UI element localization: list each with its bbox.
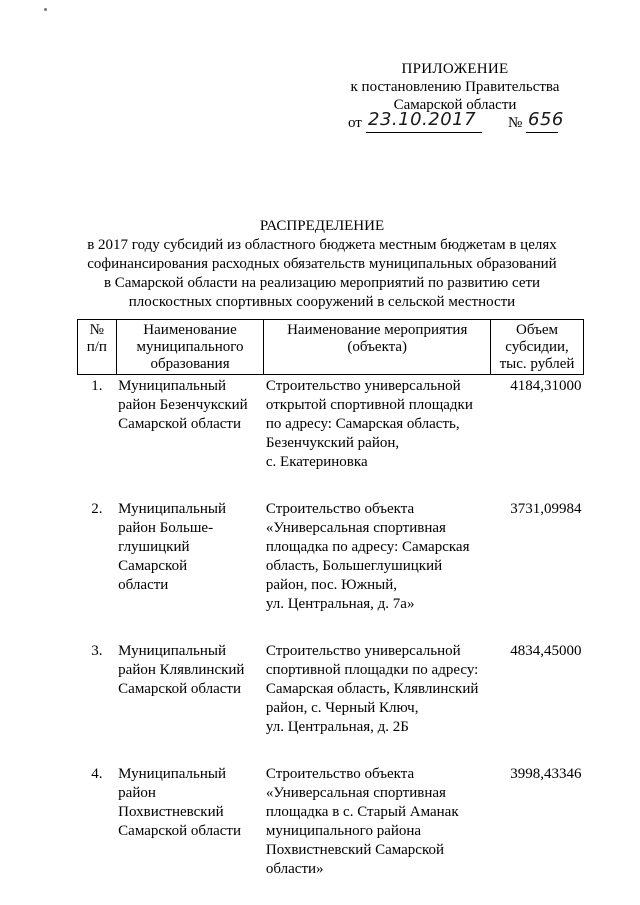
row-number: 4. [91,766,103,782]
municipality-cell: Муниципальный район Клявлинский Самарской области [118,643,245,697]
number-prefix: № [508,115,523,131]
heading-line-1: в 2017 году субсидий из областного бюджета местным бюджетам в целях [87,237,557,253]
date-prefix: от [348,115,362,131]
header-event: Наименование мероприятия (объекта) [264,320,491,375]
row-spacer [78,472,584,500]
header-number: № п/п [78,320,117,375]
resolution-date-number [348,109,578,135]
heading-line-2: софинансирования расходных обязательств муниципальных образований [87,256,557,272]
appendix-header [330,60,580,114]
municipality-cell: Муниципальный район Больше- глушицкий Самарской области [118,501,227,593]
event-cell: Строительство универсальной открытой спортивной площадки по адресу: Самарская область, Безенчукский район, с. Екатериновка [265,378,473,470]
appendix-line-1: к постановлению Правительства [350,79,560,95]
amount-cell: 3731,09984 [510,501,582,517]
heading-line-3: в Самарской области на реализацию мероприятий по развитию сети [103,275,541,291]
handwritten-date: 23.10.2017 [368,109,477,130]
municipality-cell: Муниципальный район Безенчукский Самарской области [118,378,248,432]
amount-cell: 3998,43346 [510,766,582,782]
date-underline [366,132,482,133]
event-cell: Строительство универсальной спортивной площадки по адресу: Самарская область, Клявлинский район, с. Черный Ключ, ул. Центральная, д. 2Б [265,643,479,735]
table-header-row [78,320,584,375]
row-spacer [78,614,584,642]
amount-cell: 4184,31000 [510,378,582,394]
table-row [78,642,584,737]
table-row [78,375,584,473]
document-heading [60,217,584,312]
appendix-title: ПРИЛОЖЕНИЕ [401,61,509,77]
header-municipality: Наименование муниципального образования [116,320,264,375]
row-number: 1. [91,378,103,394]
municipality-cell: Муниципальный район Похвистневский Самарской области [118,766,241,839]
appendix-line-2: Самарской области [393,97,517,113]
row-number: 3. [91,643,103,659]
header-amount: Объем субсидии, тыс. рублей [491,320,584,375]
number-underline [526,132,558,133]
event-cell: Строительство объекта «Универсальная спортивная площадка в с. Старый Аманак муниципального района Похвистневский Самарской области» [265,766,459,877]
table-row [78,765,584,879]
heading-line-4: плоскостных спортивных сооружений в сельской местности [128,294,516,310]
subsidy-distribution-table [77,319,584,879]
amount-cell: 4834,45000 [510,643,582,659]
event-cell: Строительство объекта «Универсальная спортивная площадка по адресу: Самарская область, Большеглушицкий район, пос. Южный, ул. Центральная, д. 7а» [265,501,470,612]
document-title: РАСПРЕДЕЛЕНИЕ [259,218,385,234]
row-spacer [78,737,584,765]
scan-speck [44,8,47,11]
handwritten-number: 656 [528,109,564,130]
table-row [78,500,584,614]
row-number: 2. [91,501,103,517]
